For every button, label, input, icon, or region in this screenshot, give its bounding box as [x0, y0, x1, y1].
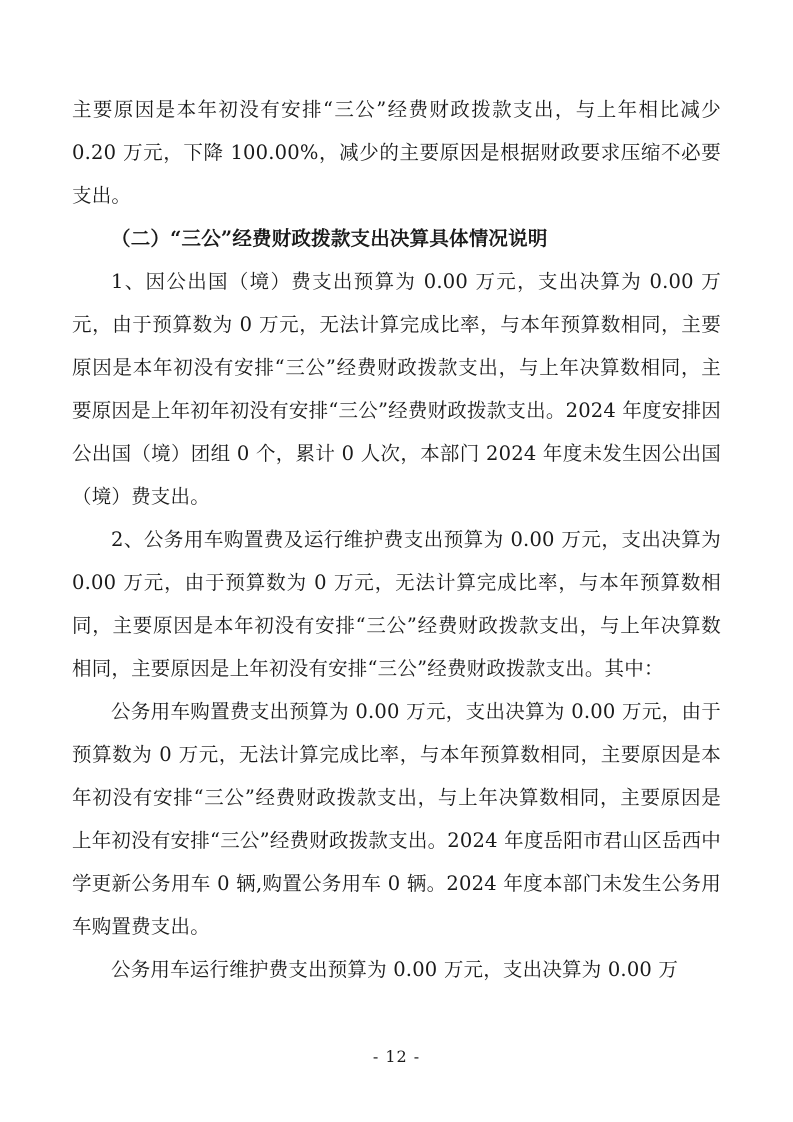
paragraph-item-2: 2、公务用车购置费及运行维护费支出预算为 0.00 万元，支出决算为 0.00 万元，由于预算数为 0 万元，无法计算完成比率，与本年预算数相同，主要原因是本年初没有安排“三公”经费财政拨款支出，与上年决算数相同，主要原因是上年初没有安排“三公”经费财政拨款支出。其中：: [72, 528, 721, 680]
document-body: [72, 88, 721, 991]
page-number: - 12 -: [372, 1047, 421, 1066]
paragraph-continuation: 主要原因是本年初没有安排“三公”经费财政拨款支出，与上年相比减少 0.20 万元，下降 100.00%，减少的主要原因是根据财政要求压缩不必要支出。: [72, 98, 721, 207]
section-heading: （二）“三公”经费财政拨款支出决算具体情况说明: [111, 227, 548, 250]
paragraph-vehicle-maintenance: 公务用车运行维护费支出预算为 0.00 万元，支出决算为 0.00 万: [111, 958, 679, 981]
paragraph-vehicle-purchase: 公务用车购置费支出预算为 0.00 万元，支出决算为 0.00 万元，由于预算数为 0 万元，无法计算完成比率，与本年预算数相同，主要原因是本年初没有安排“三公”经费财政拨款支出，与上年决算数相同，主要原因是上年初没有安排“三公”经费财政拨款支出。2024 年度岳阳市君山区岳西中学更新公务用车 0 辆,购置公务用车 0 辆。2024 年度本部门未发生公务用车购置费支出。: [72, 700, 721, 938]
paragraph-item-1: 1、因公出国（境）费支出预算为 0.00 万元，支出决算为 0.00 万元，由于预算数为 0 万元，无法计算完成比率，与本年预算数相同，主要原因是本年初没有安排“三公”经费财政拨款支出，与上年决算数相同，主要原因是上年初年初没有安排“三公”经费财政拨款支出。2024 年度安排因公出国（境）团组 0 个，累计 0 人次，本部门 2024 年度未发生因公出国（境）费支出。: [72, 270, 721, 508]
